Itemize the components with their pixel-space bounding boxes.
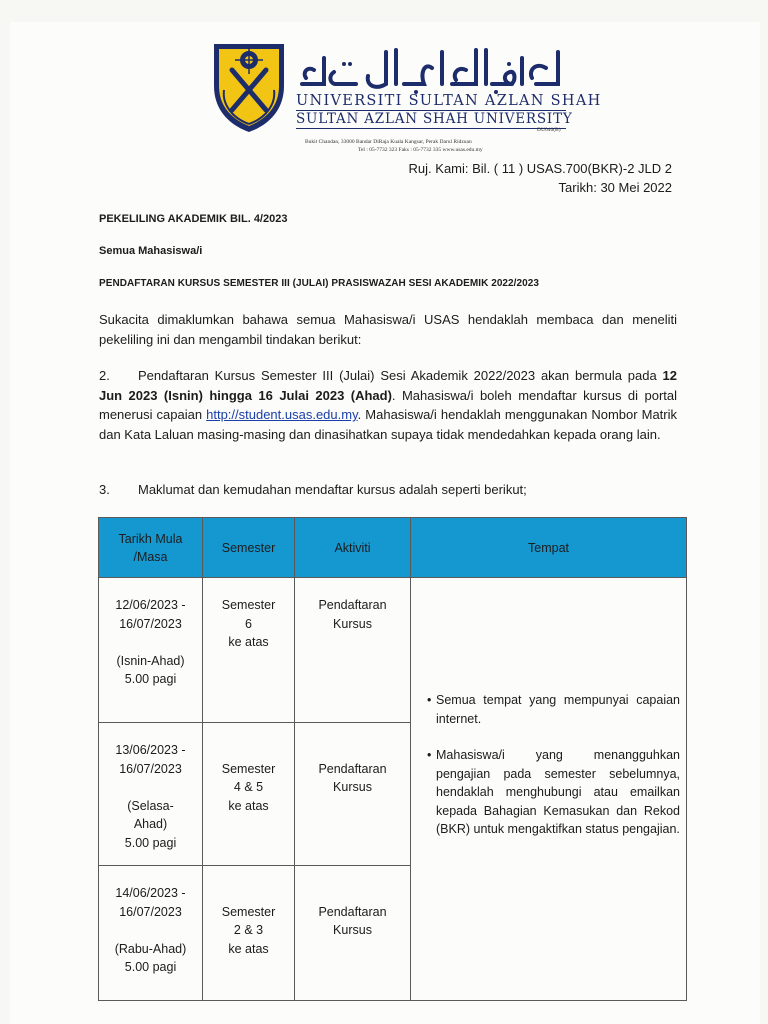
end-date: 16/07/2023 [119, 616, 182, 631]
paragraph-text: Maklumat dan kemudahan mendaftar kursus adalah seperti berikut; [138, 482, 527, 497]
address-line: Bukit Chandan, 33000 Bandar DiRaja Kuala Kangsar, Perak Darul Ridzuan [305, 139, 472, 145]
document-date: Tarikh: 30 Mei 2022 [558, 180, 672, 195]
days: (Isnin-Ahad) [116, 653, 185, 668]
column-header-place: Tempat [411, 518, 687, 578]
bullet-icon: • [427, 748, 432, 762]
jawi-calligraphy-logo [296, 40, 566, 96]
cell-activity: Pendaftaran Kursus [295, 723, 411, 866]
end-date: 16/07/2023 [119, 761, 182, 776]
paragraph-3 [99, 480, 677, 500]
time: 5.00 pagi [124, 960, 177, 974]
cell-semester: Semester 2 & 3 ke atas [203, 866, 295, 1001]
table-header-row [99, 518, 687, 578]
subject-heading: PENDAFTARAN KURSUS SEMESTER III (JULAI) PRASISWAZAH SESI AKADEMIK 2022/2023 [99, 278, 539, 289]
list-item: • Semua tempat yang mempunyai capaian internet. [427, 691, 680, 728]
jawi-name-text: جامعة السلطان أزلن شاه [296, 40, 307, 41]
paragraph-number: 3. [99, 482, 110, 497]
paragraph-intro: Sukacita dimaklumkan bahawa semua Mahasiswa/i USAS hendaklah membaca dan meneliti pekeliling ini dan mengambil tindakan berikut: [99, 312, 677, 347]
student-portal-link[interactable]: http://student.usas.edu.my [206, 407, 358, 422]
university-name-malay: UNIVERSITI SULTAN AZLAN SHAH [296, 93, 602, 109]
recipient: Semua Mahasiswa/i [99, 245, 203, 257]
paragraph-number: 2. [99, 368, 110, 383]
column-header-date: Tarikh Mula /Masa [99, 518, 203, 578]
paragraph-text: . Mahasiswa/i hendaklah menggunakan Nombor Matrik dan Kata Laluan masing-masing dan dinasihatkan supaya tidak mendedahkan kepada orang lain. [99, 407, 678, 442]
letterhead-divider [296, 128, 566, 129]
cell-semester: Semester 6 ke atas [203, 578, 295, 723]
start-date: 13/06/2023 - [115, 743, 186, 757]
cell-activity: Pendaftaran Kursus [295, 866, 411, 1001]
cell-semester: Semester 4 & 5 ke atas [203, 723, 295, 866]
paragraph-text: . Mahasiswa/i boleh mendaftar kursus di portal menerusi capaian [99, 387, 678, 422]
list-item: • Mahasiswa/i yang menangguhkan pengajian pada semester sebelumnya, hendaklah menghubungi atau emailkan kepada Bahagian Kemasukan dan Rekod (BKR) untuk mengaktifkan status pengajian. [427, 746, 680, 839]
days: (Rabu-Ahad) [114, 941, 187, 956]
bullet-icon: • [427, 693, 432, 707]
cell-place [411, 578, 687, 1001]
column-header-activity: Aktiviti [295, 518, 411, 578]
cell-activity: Pendaftaran Kursus [295, 578, 411, 723]
time: 5.00 pagi [124, 835, 177, 850]
paragraph-text: Pendaftaran Kursus Semester III (Julai) Sesi Akademik 2022/2023 akan bermula pada [138, 368, 663, 383]
registration-dates: 12 Jun 2023 (Isnin) hingga 16 Julai 2023 (Ahad) [99, 368, 677, 403]
cell-date [99, 578, 203, 723]
cell-date [99, 723, 203, 866]
days: Ahad) [133, 817, 168, 831]
circular-number: PEKELILING AKADEMIK BIL. 4/2023 [99, 213, 288, 225]
university-name-english: SULTAN AZLAN SHAH UNIVERSITY [296, 111, 573, 127]
cell-date [99, 866, 203, 1001]
start-date: 12/06/2023 - [115, 598, 186, 612]
days: (Selasa- [127, 798, 174, 813]
end-date: 16/07/2023 [119, 904, 182, 919]
registration-schedule-table [98, 517, 687, 1001]
university-crest-icon [208, 40, 290, 136]
paragraph-2 [99, 366, 677, 444]
start-date: 14/06/2023 - [115, 886, 186, 900]
table-row [99, 578, 687, 723]
contact-line: Tel : 05-7732 323 Faks : 05-7732 335 www.usas.edu.my [358, 147, 483, 153]
column-header-semester: Semester [203, 518, 295, 578]
registration-number: DU046(B) [537, 127, 561, 133]
reference-number: Ruj. Kami: Bil. ( 11 ) USAS.700(BKR)-2 JLD 2 [408, 161, 672, 176]
time: 5.00 pagi [124, 672, 177, 686]
